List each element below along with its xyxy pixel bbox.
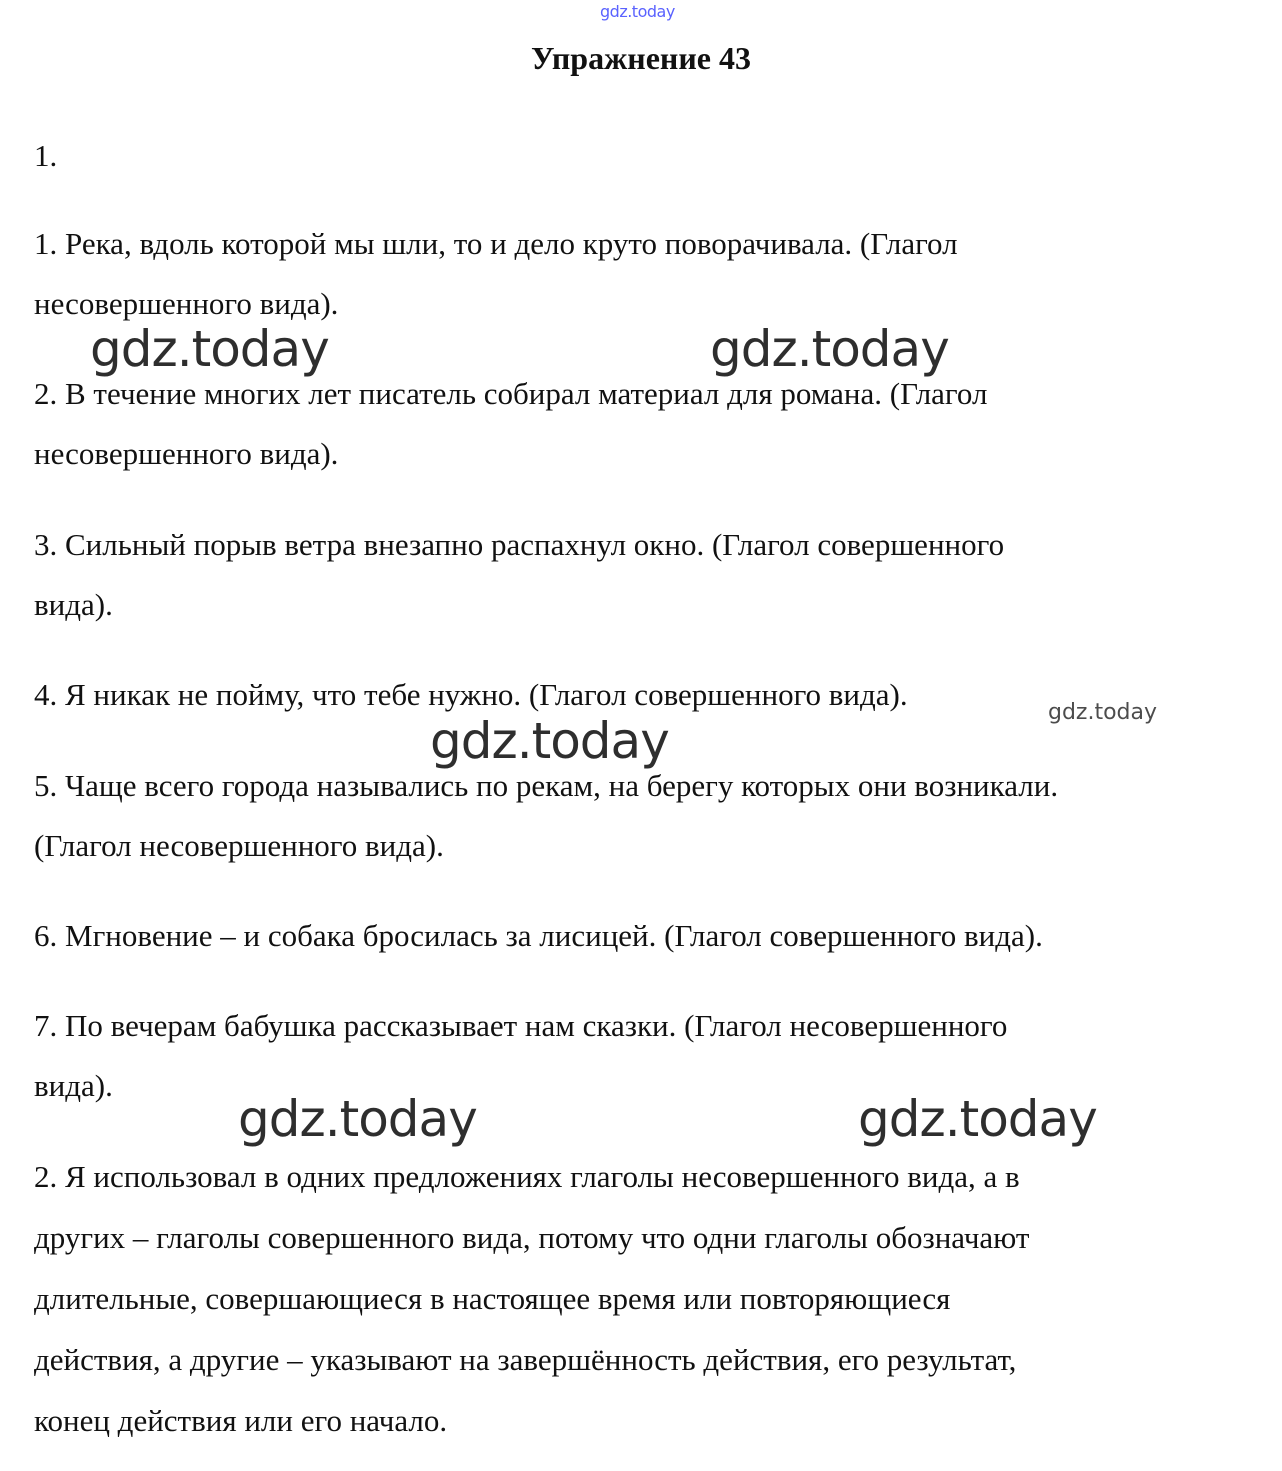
sentence-2-line-2: несовершенного вида).	[34, 436, 339, 471]
sentence-3-line-1: 3. Сильный порыв ветра внезапно распахнул окно. (Глагол совершенного	[34, 527, 1005, 562]
sentence-7-line-2: вида).	[34, 1068, 113, 1103]
part2-line-5: конец действия или его начало.	[34, 1403, 448, 1438]
watermark: gdz.today	[858, 1090, 1097, 1148]
sentence-1-line-1: 1. Река, вдоль которой мы шли, то и дело круто поворачивала. (Глагол	[34, 226, 958, 261]
part2-line-4: действия, а другие – указывают на завершённость действия, его результат,	[34, 1342, 1017, 1377]
watermark: gdz.today	[710, 320, 949, 378]
watermark-small: gdz.today	[1048, 700, 1158, 725]
watermark: gdz.today	[430, 712, 669, 770]
sentence-6-line-1: 6. Мгновение – и собака бросилась за лисицей. (Глагол совершенного вида).	[34, 918, 1043, 953]
sentence-4-line-1: 4. Я никак не пойму, что тебе нужно. (Глагол совершенного вида).	[34, 677, 908, 712]
sentence-7-line-1: 7. По вечерам бабушка рассказывает нам сказки. (Глагол несовершенного	[34, 1008, 1008, 1043]
part2-line-1: 2. Я использовал в одних предложениях глаголы несовершенного вида, а в	[34, 1159, 1020, 1194]
part2-line-3: длительные, совершающиеся в настоящее время или повторяющиеся	[34, 1281, 951, 1316]
sentence-2-line-1: 2. В течение многих лет писатель собирал материал для романа. (Глагол	[34, 376, 988, 411]
sentence-5-line-1: 5. Чаще всего города назывались по рекам, на берегу которых они возникали.	[34, 768, 1059, 803]
part2-line-2: других – глаголы совершенного вида, потому что одни глаголы обозначают	[34, 1220, 1030, 1255]
sentence-5-line-2: (Глагол несовершенного вида).	[34, 828, 444, 863]
watermark: gdz.today	[238, 1090, 477, 1148]
top-watermark: gdz.today	[600, 2, 675, 21]
watermark: gdz.today	[90, 320, 329, 378]
sentence-1-line-2: несовершенного вида).	[34, 286, 339, 321]
sentence-3-line-2: вида).	[34, 587, 113, 622]
part1-label: 1.	[34, 138, 58, 173]
exercise-title: Упражнение 43	[530, 40, 751, 76]
